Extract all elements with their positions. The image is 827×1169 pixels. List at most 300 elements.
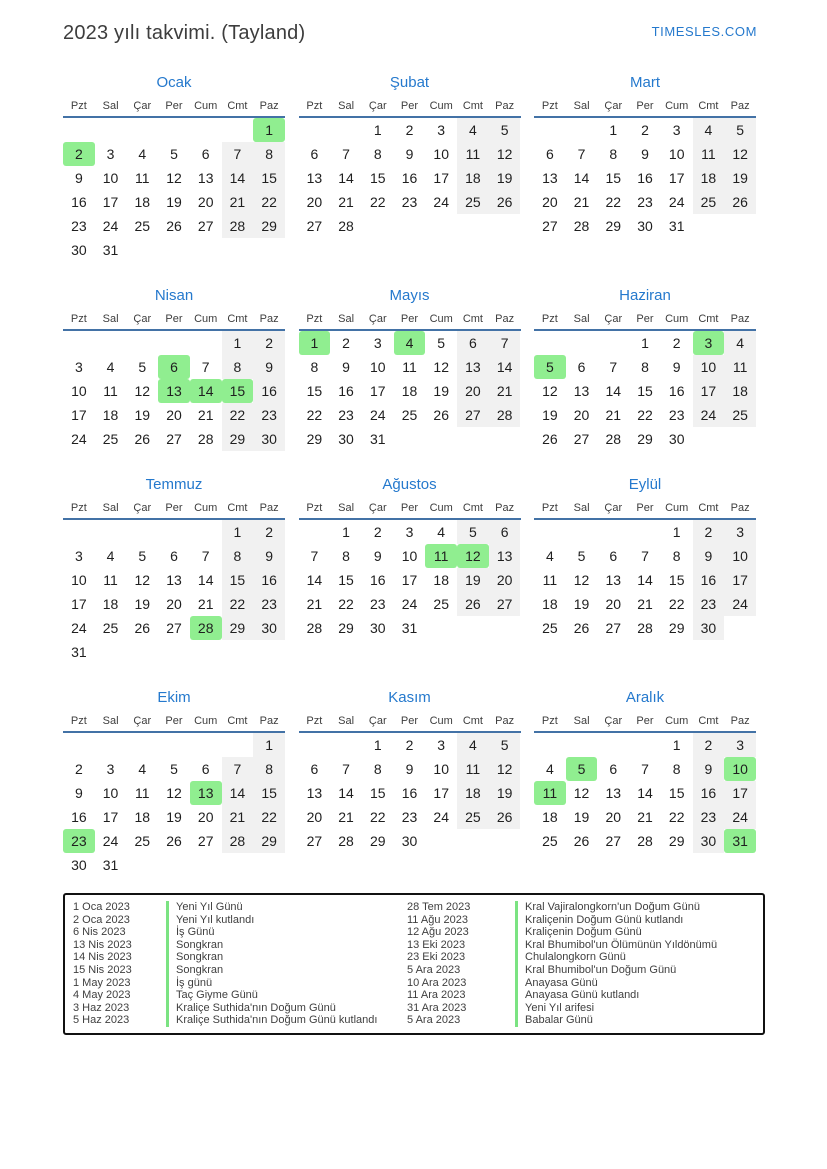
holiday-name: Kral Bhumibol'un Ölümünün Yıldönümü — [515, 939, 717, 952]
day-cell: 18 — [457, 781, 489, 805]
empty-cell — [63, 733, 95, 757]
day-cell: 28 — [489, 403, 521, 427]
empty-cell — [126, 733, 158, 757]
day-cell: 5 — [437, 335, 446, 351]
day-cell: 2 — [373, 524, 382, 540]
weekday-label: Cum — [194, 313, 218, 325]
day-cell: 23 — [369, 596, 386, 612]
month-title: Mart — [630, 74, 660, 91]
holiday-name: Songkran — [166, 964, 223, 977]
day-cell: 8 — [672, 548, 681, 564]
day-cell: 6 — [577, 359, 586, 375]
day-cell: 19 — [166, 194, 182, 210]
day-cell: 24 — [401, 596, 418, 612]
day-cell: 16 — [693, 568, 725, 592]
weekday-label: Per — [400, 100, 419, 112]
day-cell: 13 — [306, 785, 323, 801]
holiday-name: Yeni Yıl arifesi — [515, 1002, 594, 1015]
day-cell: 1 — [222, 331, 254, 355]
weekday-label: Per — [636, 502, 654, 514]
month-block-6 — [534, 287, 756, 451]
day-cell: 29 — [222, 427, 254, 451]
day-cell: 13 — [457, 355, 489, 379]
day-cell: 7 — [201, 359, 210, 375]
calendar-grid — [63, 74, 756, 877]
holiday-name: İş günü — [166, 977, 212, 990]
day-cell: 10 — [433, 146, 449, 162]
day-cell: 12 — [166, 170, 182, 186]
day-cell: 15 — [222, 379, 254, 403]
day-cell: 21 — [489, 379, 521, 403]
month-block-2 — [299, 74, 521, 238]
day-cell: 11 — [693, 142, 725, 166]
day-cell: 26 — [542, 431, 558, 447]
empty-cell — [597, 331, 629, 355]
weekday-label: Cum — [665, 313, 689, 325]
month-block-5 — [299, 287, 521, 451]
weekday-label: Çar — [368, 502, 387, 514]
holiday-date: 12 Ağu 2023 — [407, 926, 469, 939]
holiday-row — [71, 977, 405, 990]
weekday-label: Per — [165, 313, 183, 325]
day-cell: 11 — [402, 359, 417, 375]
day-cell: 10 — [369, 359, 386, 375]
day-cell: 3 — [373, 335, 382, 351]
day-grid — [299, 733, 521, 853]
day-cell: 2 — [74, 761, 83, 777]
month-block-4 — [63, 287, 285, 451]
day-cell: 29 — [338, 620, 354, 636]
day-cell: 28 — [637, 620, 653, 636]
day-cell: 3 — [106, 761, 115, 777]
weekday-label: Per — [165, 100, 183, 112]
day-grid — [63, 118, 285, 262]
day-cell: 10 — [102, 785, 119, 801]
day-cell: 11 — [103, 572, 118, 588]
day-cell: 16 — [401, 785, 418, 801]
day-cell: 9 — [74, 170, 83, 186]
day-cell: 17 — [369, 383, 386, 399]
holiday-row — [71, 939, 405, 952]
day-cell: 24 — [433, 809, 449, 825]
weekday-label: Pzt — [306, 313, 323, 325]
day-cell: 28 — [637, 833, 653, 849]
day-cell: 19 — [573, 809, 590, 825]
day-cell: 6 — [170, 548, 178, 564]
day-cell: 20 — [489, 568, 521, 592]
site-link[interactable]: TIMESLES.COM — [651, 24, 757, 39]
empty-cell — [95, 118, 127, 142]
day-cell: 10 — [693, 355, 725, 379]
day-cell: 19 — [433, 383, 449, 399]
day-cell: 11 — [724, 355, 756, 379]
day-cell: 3 — [672, 122, 681, 138]
day-cell: 2 — [253, 331, 285, 355]
day-cell: 22 — [222, 403, 254, 427]
weekday-label: Per — [165, 715, 183, 727]
day-cell: 7 — [201, 548, 210, 564]
day-cell: 4 — [138, 146, 147, 162]
day-cell: 18 — [102, 596, 119, 612]
day-cell: 23 — [668, 407, 685, 423]
day-cell: 25 — [401, 407, 418, 423]
day-cell: 19 — [489, 781, 521, 805]
day-grid — [534, 520, 756, 640]
day-cell: 29 — [369, 833, 386, 849]
holiday-row — [405, 1014, 757, 1027]
weekday-label: Çar — [133, 313, 152, 325]
day-cell: 5 — [724, 118, 756, 142]
weekday-label: Pzt — [70, 313, 87, 325]
day-cell: 2 — [672, 335, 681, 351]
month-block-8 — [299, 476, 521, 640]
day-cell: 22 — [369, 809, 386, 825]
day-cell: 17 — [401, 572, 418, 588]
holiday-date: 5 Ara 2023 — [407, 1014, 461, 1027]
day-cell: 8 — [253, 757, 285, 781]
day-cell: 31 — [71, 644, 87, 660]
empty-cell — [190, 118, 222, 142]
day-cell: 5 — [489, 733, 521, 757]
weekday-header-row — [534, 715, 756, 733]
day-cell: 22 — [605, 194, 622, 210]
holiday-row — [71, 1002, 405, 1015]
day-cell: 27 — [457, 403, 489, 427]
day-cell: 27 — [197, 833, 214, 849]
day-cell: 7 — [641, 761, 649, 777]
day-cell: 19 — [573, 596, 590, 612]
day-cell: 18 — [724, 379, 756, 403]
holiday-name: Kraliçe Suthida'nın Doğum Günü kutlandı — [166, 1014, 377, 1027]
month-block-12 — [534, 689, 756, 853]
holiday-date: 13 Eki 2023 — [407, 938, 466, 951]
weekday-label: Paz — [259, 502, 279, 514]
day-cell: 26 — [573, 833, 590, 849]
day-cell: 4 — [457, 118, 489, 142]
day-cell: 17 — [71, 596, 87, 612]
empty-cell — [299, 520, 331, 544]
day-cell: 17 — [102, 194, 119, 210]
day-cell: 7 — [609, 359, 618, 375]
legend-column-2 — [405, 901, 757, 1027]
day-grid — [299, 331, 521, 451]
day-cell: 25 — [134, 833, 151, 849]
holiday-date: 13 Nis 2023 — [73, 938, 132, 951]
day-cell: 31 — [724, 829, 756, 853]
holiday-date: 4 May 2023 — [73, 989, 131, 1002]
weekday-label: Cmt — [462, 715, 483, 727]
month-title: Aralık — [625, 689, 665, 706]
weekday-label: Paz — [495, 313, 515, 325]
weekday-label: Cmt — [227, 313, 248, 325]
day-cell: 19 — [542, 407, 558, 423]
weekday-label: Pzt — [306, 502, 323, 514]
empty-cell — [534, 118, 566, 142]
day-cell: 17 — [433, 785, 449, 801]
holiday-row — [405, 926, 757, 939]
day-cell: 27 — [166, 620, 182, 636]
empty-cell — [566, 331, 598, 355]
day-cell: 26 — [166, 218, 182, 234]
day-cell: 4 — [457, 733, 489, 757]
weekday-label: Pzt — [541, 313, 558, 325]
day-cell: 6 — [201, 761, 210, 777]
day-cell: 10 — [102, 170, 119, 186]
day-cell: 13 — [166, 572, 182, 588]
day-cell: 2 — [342, 335, 350, 351]
day-cell: 27 — [605, 833, 622, 849]
weekday-label: Per — [636, 313, 654, 325]
empty-cell — [299, 733, 331, 757]
weekday-label: Sal — [573, 100, 590, 112]
day-cell: 1 — [299, 331, 331, 355]
day-cell: 12 — [542, 383, 558, 399]
day-cell: 7 — [641, 548, 649, 564]
month-title: Mayıs — [389, 287, 430, 304]
day-cell: 21 — [637, 809, 653, 825]
day-cell: 26 — [489, 805, 521, 829]
day-cell: 12 — [573, 572, 590, 588]
weekday-label: Paz — [730, 313, 750, 325]
day-cell: 9 — [693, 757, 725, 781]
day-cell: 20 — [197, 194, 214, 210]
day-cell: 3 — [724, 520, 756, 544]
day-cell: 18 — [134, 194, 151, 210]
day-cell: 7 — [310, 548, 319, 564]
day-cell: 25 — [457, 190, 489, 214]
day-cell: 11 — [135, 785, 150, 801]
day-cell: 8 — [641, 359, 649, 375]
day-cell: 8 — [373, 146, 382, 162]
day-cell: 6 — [545, 146, 554, 162]
day-cell: 7 — [222, 142, 254, 166]
day-cell: 1 — [342, 524, 350, 540]
weekday-label: Paz — [259, 100, 279, 112]
day-cell: 14 — [190, 379, 222, 403]
day-cell: 20 — [166, 596, 182, 612]
day-cell: 2 — [693, 520, 725, 544]
day-cell: 25 — [134, 218, 151, 234]
day-cell: 17 — [724, 568, 756, 592]
day-cell: 23 — [338, 407, 354, 423]
day-cell: 14 — [573, 170, 590, 186]
holiday-row — [405, 914, 757, 927]
day-cell: 29 — [668, 620, 685, 636]
day-cell: 10 — [724, 544, 756, 568]
holiday-date: 10 Ara 2023 — [407, 976, 467, 989]
holiday-row — [71, 914, 405, 927]
day-cell: 21 — [306, 596, 323, 612]
weekday-label: Cmt — [462, 502, 483, 514]
holiday-date: 1 Oca 2023 — [73, 901, 130, 913]
weekday-header-row — [299, 715, 521, 733]
day-cell: 14 — [222, 781, 254, 805]
day-cell: 1 — [222, 520, 254, 544]
day-cell: 6 — [310, 146, 319, 162]
empty-cell — [95, 331, 127, 355]
day-cell: 25 — [542, 620, 558, 636]
day-cell: 8 — [310, 359, 319, 375]
weekday-label: Per — [165, 502, 183, 514]
empty-cell — [222, 733, 254, 757]
day-cell: 5 — [489, 118, 521, 142]
holiday-row — [405, 989, 757, 1002]
day-cell: 12 — [134, 572, 151, 588]
day-cell: 11 — [534, 781, 566, 805]
weekday-label: Cmt — [227, 502, 248, 514]
day-cell: 15 — [253, 166, 285, 190]
holiday-date: 2 Oca 2023 — [73, 913, 130, 926]
day-cell: 13 — [489, 544, 521, 568]
day-cell: 26 — [489, 190, 521, 214]
weekday-label: Çar — [133, 100, 152, 112]
holiday-row — [71, 989, 405, 1002]
day-cell: 4 — [724, 331, 756, 355]
day-cell: 15 — [637, 383, 653, 399]
day-cell: 24 — [102, 833, 119, 849]
day-cell: 10 — [71, 572, 87, 588]
day-cell: 18 — [693, 166, 725, 190]
day-cell: 3 — [693, 331, 725, 355]
day-cell: 23 — [401, 194, 418, 210]
day-cell: 16 — [253, 379, 285, 403]
day-cell: 2 — [63, 142, 95, 166]
day-cell: 16 — [71, 809, 87, 825]
day-cell: 9 — [253, 355, 285, 379]
day-cell: 25 — [457, 805, 489, 829]
day-cell: 27 — [605, 620, 622, 636]
day-cell: 19 — [489, 166, 521, 190]
day-grid — [299, 118, 521, 238]
weekday-label: Pzt — [541, 715, 558, 727]
holiday-date: 23 Eki 2023 — [407, 951, 466, 964]
day-cell: 30 — [637, 218, 653, 234]
holiday-legend — [63, 893, 765, 1035]
day-grid — [63, 520, 285, 664]
day-cell: 29 — [253, 214, 285, 238]
day-cell: 13 — [190, 781, 222, 805]
empty-cell — [63, 331, 95, 355]
day-cell: 15 — [668, 785, 685, 801]
day-cell: 28 — [222, 214, 254, 238]
holiday-date: 14 Nis 2023 — [73, 951, 132, 964]
empty-cell — [158, 331, 190, 355]
day-cell: 21 — [338, 809, 354, 825]
day-cell: 3 — [106, 146, 115, 162]
weekday-header-row — [299, 100, 521, 118]
weekday-label: Cum — [194, 100, 218, 112]
day-cell: 16 — [637, 170, 653, 186]
holiday-name: Songkran — [166, 951, 223, 964]
day-cell: 16 — [253, 568, 285, 592]
month-block-11 — [299, 689, 521, 853]
holiday-row — [405, 977, 757, 990]
day-cell: 15 — [605, 170, 622, 186]
day-cell: 11 — [457, 142, 489, 166]
day-cell: 25 — [693, 190, 725, 214]
day-cell: 6 — [609, 761, 618, 777]
day-cell: 31 — [401, 620, 418, 636]
day-cell: 21 — [197, 596, 214, 612]
weekday-label: Çar — [604, 502, 623, 514]
day-cell: 28 — [573, 218, 590, 234]
day-grid — [299, 520, 521, 640]
weekday-label: Sal — [338, 502, 355, 514]
day-cell: 8 — [222, 544, 254, 568]
weekday-label: Paz — [730, 502, 750, 514]
page-header — [63, 0, 757, 46]
weekday-label: Pzt — [70, 100, 87, 112]
weekday-label: Pzt — [70, 715, 87, 727]
holiday-date: 31 Ara 2023 — [407, 1001, 467, 1014]
weekday-header-row — [534, 100, 756, 118]
day-cell: 8 — [672, 761, 681, 777]
day-cell: 20 — [306, 194, 323, 210]
day-cell: 19 — [457, 568, 489, 592]
day-cell: 14 — [637, 572, 653, 588]
weekday-label: Sal — [338, 100, 355, 112]
day-cell: 8 — [342, 548, 350, 564]
day-cell: 9 — [405, 146, 414, 162]
day-cell: 30 — [71, 242, 87, 258]
empty-cell — [534, 520, 566, 544]
day-cell: 29 — [637, 431, 653, 447]
day-cell: 11 — [425, 544, 457, 568]
day-cell: 5 — [577, 548, 586, 564]
day-cell: 24 — [369, 407, 386, 423]
holiday-date: 11 Ağu 2023 — [407, 913, 468, 926]
weekday-label: Paz — [495, 502, 515, 514]
day-cell: 20 — [457, 379, 489, 403]
day-cell: 22 — [668, 596, 685, 612]
weekday-label: Sal — [573, 313, 590, 325]
weekday-label: Cum — [194, 502, 218, 514]
day-cell: 26 — [724, 190, 756, 214]
day-cell: 16 — [668, 383, 685, 399]
day-cell: 3 — [724, 733, 756, 757]
holiday-name: Kral Vajiralongkorn'un Doğum Günü — [515, 901, 700, 914]
holiday-row — [71, 901, 405, 914]
day-cell: 27 — [306, 218, 323, 234]
day-cell: 27 — [489, 592, 521, 616]
day-cell: 22 — [222, 592, 254, 616]
day-cell: 4 — [138, 761, 147, 777]
day-cell: 27 — [306, 833, 323, 849]
weekday-label: Sal — [338, 313, 355, 325]
day-cell: 29 — [306, 431, 323, 447]
day-cell: 30 — [369, 620, 386, 636]
day-cell: 9 — [693, 544, 725, 568]
day-cell: 1 — [253, 118, 285, 142]
holiday-name: Songkran — [166, 939, 223, 952]
day-cell: 2 — [405, 737, 414, 753]
day-cell: 4 — [106, 359, 115, 375]
day-cell: 24 — [71, 431, 87, 447]
empty-cell — [534, 331, 566, 355]
holiday-name: Babalar Günü — [515, 1014, 593, 1027]
day-cell: 1 — [253, 733, 285, 757]
empty-cell — [534, 733, 566, 757]
day-cell: 12 — [433, 359, 449, 375]
empty-cell — [158, 733, 190, 757]
holiday-row — [405, 951, 757, 964]
holiday-row — [71, 951, 405, 964]
weekday-label: Per — [636, 715, 654, 727]
weekday-label: Cmt — [462, 313, 483, 325]
day-cell: 28 — [338, 833, 354, 849]
empty-cell — [126, 520, 158, 544]
weekday-label: Cum — [665, 715, 689, 727]
